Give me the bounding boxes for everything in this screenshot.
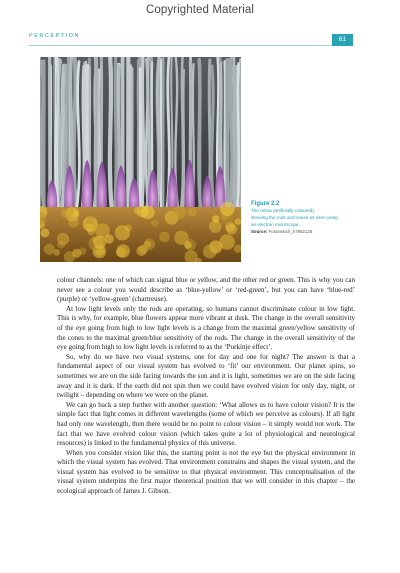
figure-caption xyxy=(251,200,361,236)
rod-cell xyxy=(57,57,58,209)
base-cell xyxy=(187,208,196,217)
base-cell xyxy=(44,244,55,255)
base-cell xyxy=(234,218,241,225)
base-cell xyxy=(57,233,69,245)
page-number: 61 xyxy=(332,34,353,46)
rod-cell xyxy=(212,66,214,209)
figure-caption-line: showing the rods and cones as seen using xyxy=(251,214,338,220)
base-cell xyxy=(144,239,155,250)
paragraph: We can go back a step further with another question: ‘What allows us to have colour vision? It is the simple fact that light comes in different wavelengths (some of which we perceive as colours). If all light had only one wavelength, then there would be no point to colour vision – it simply would not work. The fact that we have evolved colour vision (which takes quite a lot of physiological and neurological resources) is linked to the fundamental physics of this universe. xyxy=(57,400,355,448)
base-cell xyxy=(184,241,191,248)
base-cell xyxy=(212,215,219,222)
base-cell xyxy=(115,225,130,240)
figure-source xyxy=(251,229,361,236)
base-cell xyxy=(73,211,79,217)
rod-cell xyxy=(115,57,117,209)
base-cell xyxy=(116,247,126,257)
base-cell xyxy=(72,249,81,258)
base-cell xyxy=(203,245,217,259)
figure-caption-line: an electron microscope. xyxy=(251,221,300,227)
base-cell xyxy=(219,234,235,250)
base-cell xyxy=(85,223,94,232)
base-cell xyxy=(61,210,69,218)
paragraph: So, why do we have two visual systems, one for day and one for night? The answer is that a fundamental aspect of our visual system has evolved to ‘fit’ our environment. Our planet spins, so sometimes we are on the side facing towards the sun and it is light, sometimes we are on the side facing away and it is dark. If the earth did not spin then we could have evolved vision for only day, night, or twilight – depending on where we were on the planet. xyxy=(57,352,355,400)
paragraph: When you consider vision like this, the starting point is not the eye but the physical environment in which the visual system has evolved. That environment constrains and shapes the visual system, and the visual system has evolved to be sensitive to that physical environment. This conceptualisation of the visual system underpins the first major theoretical position that we will consider in this chapter – the ecological approach of James J. Gibson. xyxy=(57,448,355,496)
header-rule xyxy=(29,45,353,46)
rod-cell xyxy=(138,60,139,209)
base-cell xyxy=(141,206,155,220)
base-cell xyxy=(220,202,234,216)
base-cell xyxy=(134,207,141,214)
figure-title: Figure 2.2 xyxy=(251,201,280,207)
rod-cell xyxy=(237,63,239,209)
figure-caption-line: The retina (artificially coloured), xyxy=(251,208,316,213)
rod-cell xyxy=(74,57,77,209)
base-cell xyxy=(173,206,186,219)
base-cell xyxy=(93,236,106,249)
running-head: PERCEPTION xyxy=(29,33,81,39)
source-value: Fotosearch_k7982128 xyxy=(268,229,313,235)
paragraph: At low light levels only the rods are operating, so humans cannot discriminate colour in low light. This is why, for example, blue flowers appear more vibrant at dusk. The change in the overall sensitivity of the eye going from high to low light levels is a change from the maximal green/yellow sensitivity of the cones to the maximal green/blue sensitivity of the rods. The change in the overall sensitivity of the eye going from high to low light levels is referred to as the ‘Purkinje effect’. xyxy=(57,304,355,352)
rod-cell xyxy=(199,60,201,209)
rod-cell xyxy=(142,57,144,209)
base-cell xyxy=(159,232,170,243)
rod-cell xyxy=(235,67,237,209)
copyright-watermark: Copyrighted Material xyxy=(145,4,255,16)
base-cell xyxy=(151,219,159,227)
base-cell xyxy=(87,217,95,225)
base-cell xyxy=(40,228,49,237)
retina-micrograph-image xyxy=(40,57,241,262)
paragraph: colour channels: one of which can signal blue or yellow, and the other red or green. This is why you can never see a colour you would describe as ‘blue-yellow’ or ‘red-green’, but you can have ‘blue-red’ (purple) or ‘yellow-green’ (chartreuse). xyxy=(57,276,355,304)
body-text xyxy=(57,276,355,497)
source-label: Source: xyxy=(251,229,268,235)
rod-cell xyxy=(110,58,112,209)
